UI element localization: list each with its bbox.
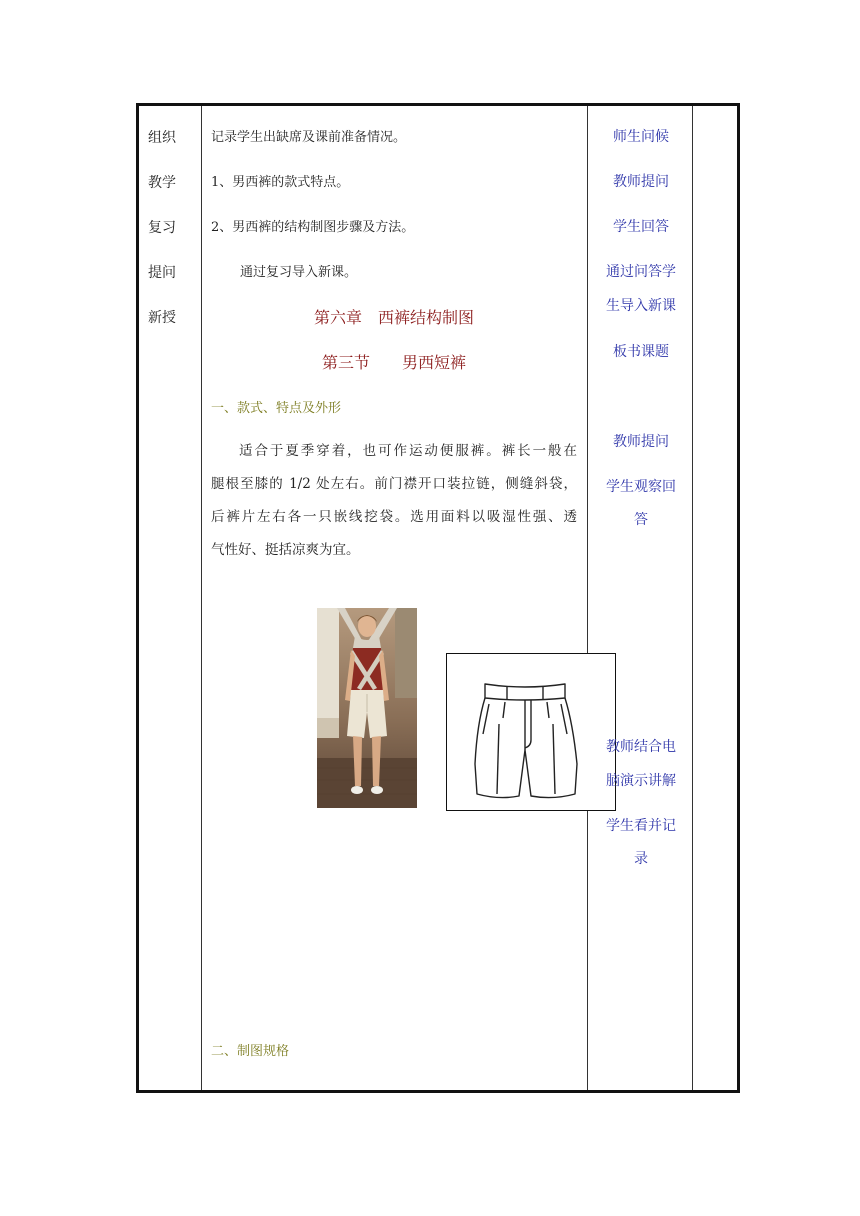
paragraph-line: 气性好、挺括凉爽为宜。 [211, 542, 360, 558]
description-paragraph [211, 435, 577, 567]
stage-label: 教学 [148, 175, 176, 191]
stage-label: 提问 [148, 265, 176, 281]
activity-note: 生导入新课 [606, 298, 676, 314]
model-photo [317, 608, 417, 808]
activity-note: 答 [634, 512, 648, 528]
section-title: 第三节 男西短裤 [321, 353, 466, 372]
stage-label: 复习 [148, 220, 176, 236]
activity-note: 脑演示讲解 [606, 773, 676, 789]
activity-note: 师生问候 [613, 129, 669, 145]
activity-note: 学生观察回 [606, 479, 676, 495]
content-line: 通过复习导入新课。 [240, 265, 358, 280]
paragraph-line: 适合于夏季穿着，也可作运动便服裤。裤长一般在 [239, 443, 577, 459]
stage-label: 新授 [148, 310, 176, 326]
paragraph-line: 腿根至膝的 1/2 处左右。前门襟开口装拉链，侧缝斜袋， [211, 476, 577, 492]
activity-column [589, 106, 693, 1090]
lesson-plan-table [136, 103, 740, 1093]
activity-note: 录 [634, 851, 648, 867]
section-heading: 一、款式、特点及外形 [211, 401, 342, 416]
activity-note: 教师结合电 [606, 739, 676, 755]
section-heading: 二、制图规格 [211, 1044, 290, 1059]
column-divider [587, 106, 588, 1090]
content-column [202, 106, 586, 1090]
content-line: 1、男西裤的款式特点。 [211, 175, 350, 190]
activity-note: 板书课题 [613, 344, 669, 360]
activity-note: 教师提问 [613, 434, 669, 450]
stage-label: 组织 [148, 130, 176, 146]
activity-note: 学生回答 [613, 219, 669, 235]
chapter-title: 第六章 西裤结构制图 [313, 308, 474, 327]
activity-note: 学生看并记 [606, 818, 676, 834]
activity-note: 教师提问 [613, 174, 669, 190]
content-line: 记录学生出缺席及课前准备情况。 [211, 130, 407, 145]
activity-note: 通过问答学 [606, 264, 676, 280]
paragraph-line: 后裤片左右各一只嵌线挖袋。选用面料以吸湿性强、透 [211, 509, 577, 525]
content-line: 2、男西裤的结构制图步骤及方法。 [211, 220, 415, 235]
